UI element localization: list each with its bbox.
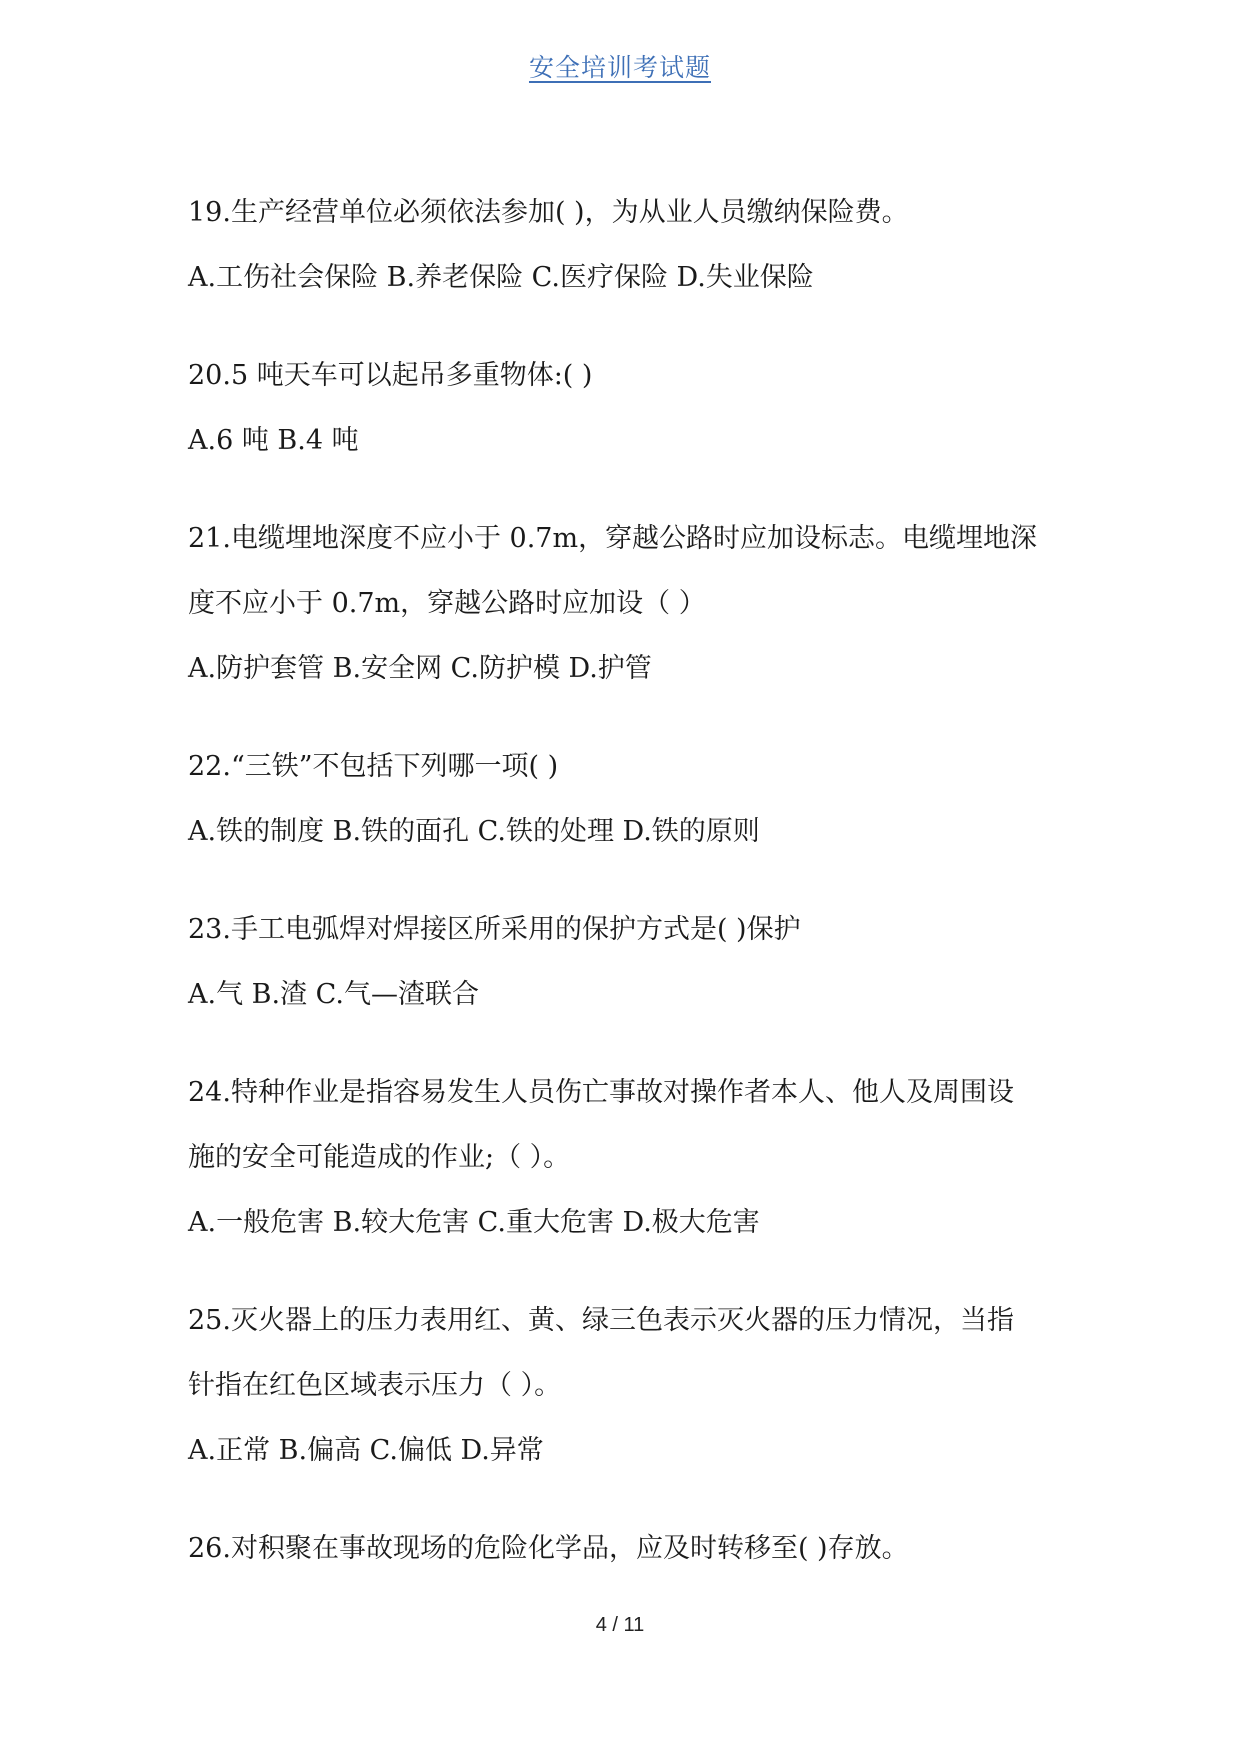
question-list bbox=[188, 180, 1068, 1614]
question-21 bbox=[188, 506, 1068, 701]
question-text: 22.“三铁”不包括下列哪一项( ) bbox=[188, 751, 559, 782]
question-options: A.6 吨 B.4 吨 bbox=[188, 425, 359, 456]
question-options: A.防护套管 B.安全网 C.防护模 D.护管 bbox=[188, 653, 652, 684]
question-text-continued: 针指在红色区域表示压力（ ）。 bbox=[188, 1370, 562, 1401]
question-25 bbox=[188, 1288, 1068, 1483]
question-options: A.铁的制度 B.铁的面孔 C.铁的处理 D.铁的原则 bbox=[188, 816, 760, 847]
question-text: 19.生产经营单位必须依法参加( )，为从业人员缴纳保险费。 bbox=[188, 197, 909, 228]
question-options: A.工伤社会保险 B.养老保险 C.医疗保险 D.失业保险 bbox=[188, 262, 814, 293]
question-24 bbox=[188, 1060, 1068, 1255]
page-header bbox=[0, 48, 1240, 84]
question-19 bbox=[188, 180, 1068, 310]
question-text: 23.手工电弧焊对焊接区所采用的保护方式是( )保护 bbox=[188, 914, 801, 945]
question-options: A.正常 B.偏高 C.偏低 D.异常 bbox=[188, 1435, 544, 1466]
question-text: 26.对积聚在事故现场的危险化学品，应及时转移至( )存放。 bbox=[188, 1533, 909, 1564]
question-text: 25.灭火器上的压力表用红、黄、绿三色表示灭火器的压力情况，当指 bbox=[188, 1305, 1014, 1336]
question-text-continued: 度不应小于 0.7m，穿越公路时应加设（ ） bbox=[188, 588, 706, 619]
question-26 bbox=[188, 1516, 1068, 1581]
question-23 bbox=[188, 897, 1068, 1027]
question-options: A.气 B.渣 C.气—渣联合 bbox=[188, 979, 479, 1010]
question-20 bbox=[188, 343, 1068, 473]
page-footer bbox=[0, 1614, 1240, 1637]
page-number: 4 / 11 bbox=[595, 1614, 645, 1636]
question-options: A.一般危害 B.较大危害 C.重大危害 D.极大危害 bbox=[188, 1207, 760, 1238]
question-text: 21.电缆埋地深度不应小于 0.7m，穿越公路时应加设标志。电缆埋地深 bbox=[188, 523, 1038, 554]
question-22 bbox=[188, 734, 1068, 864]
question-text: 24.特种作业是指容易发生人员伤亡事故对操作者本人、他人及周围设 bbox=[188, 1077, 1014, 1108]
question-text: 20.5 吨天车可以起吊多重物体:( ) bbox=[188, 360, 593, 391]
document-title: 安全培训考试题 bbox=[528, 53, 711, 82]
question-text-continued: 施的安全可能造成的作业;（ ）。 bbox=[188, 1142, 571, 1173]
